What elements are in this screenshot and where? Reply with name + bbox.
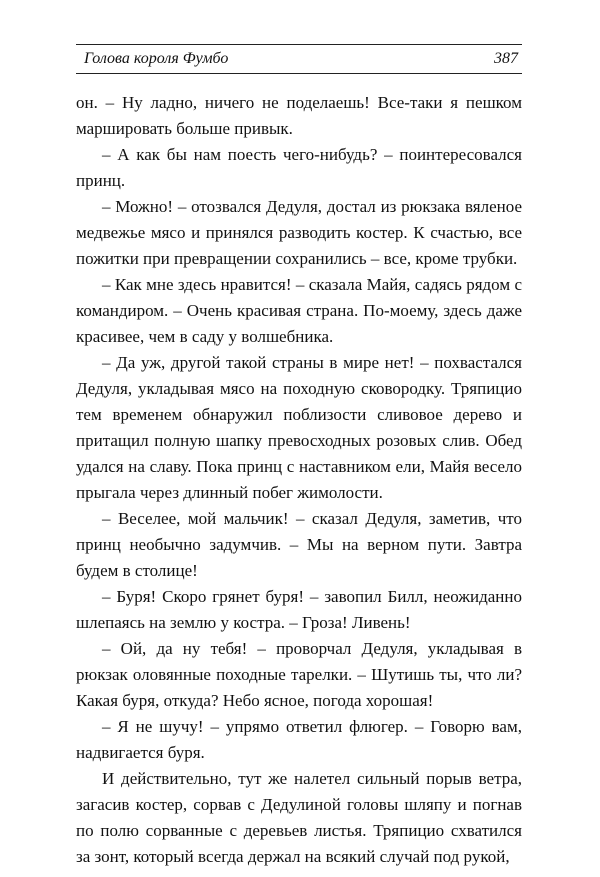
running-header	[76, 44, 522, 74]
paragraph: И действительно, тут же налетел сильный порыв ветра, загасив костер, сорвав с Дедулиной головы шляпу и погнав по полю сорванные с деревьев листья. Тряпицио схватился за зонт, который всегда держал на всякий случай под рукой,	[76, 769, 522, 866]
paragraph: он. – Ну ладно, ничего не поделаешь! Все-таки я пешком маршировать больше привык.	[76, 93, 522, 138]
paragraph: – Веселее, мой мальчик! – сказал Дедуля, заметив, что принц необычно задумчив. – Мы на верном пути. Завтра будем в столице!	[76, 509, 522, 580]
paragraph: – Как мне здесь нравится! – сказала Майя, садясь рядом с командиром. – Очень красивая страна. По-моему, здесь даже красивее, чем в саду у волшебника.	[76, 275, 522, 346]
paragraph: – Я не шучу! – упрямо ответил флюгер. – Говорю вам, надвигается буря.	[76, 717, 522, 762]
page-number: 387	[494, 50, 518, 67]
running-title: Голова короля Фумбо	[84, 50, 229, 67]
paragraph: – А как бы нам поесть чего-нибудь? – поинтересовался принц.	[76, 145, 522, 190]
paragraph: – Можно! – отозвался Дедуля, достал из рюкзака вяленое медвежье мясо и принялся разводить костер. К счастью, все пожитки при превращении сохранились – все, кроме трубки.	[76, 197, 522, 268]
body-text	[76, 90, 522, 870]
paragraph: – Ой, да ну тебя! – проворчал Дедуля, укладывая в рюкзак оловянные походные тарелки. – Шутишь ты, что ли? Какая буря, откуда? Небо ясное, погода хорошая!	[76, 639, 522, 710]
paragraph: – Буря! Скоро грянет буря! – завопил Билл, неожиданно шлепаясь на землю у костра. – Гроза! Ливень!	[76, 587, 522, 632]
paragraph: – Да уж, другой такой страны в мире нет! – похвастался Дедуля, укладывая мясо на походную сковородку. Тряпицио тем временем обнаружил поблизости сливовое дерево и притащил полную шапку превосходных розовых слив. Обед удался на славу. Пока принц с наставником ели, Майя весело прыгала через длинный побег жимолости.	[76, 353, 522, 502]
